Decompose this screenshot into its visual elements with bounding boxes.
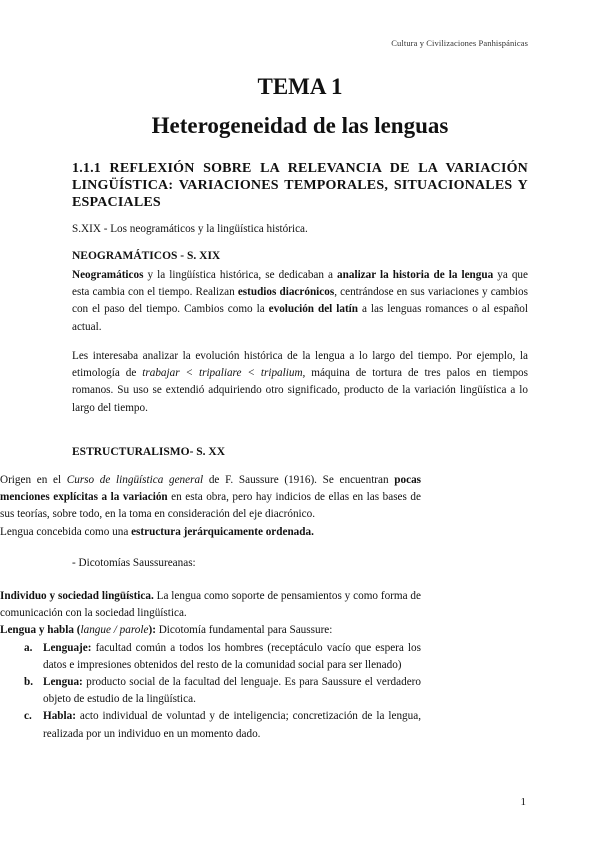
section-heading: 1.1.1 REFLEXIÓN SOBRE LA RELEVANCIA DE LA VARIACIÓN LINGÜÍSTICA: VARIACIONES TEMPORALES, SITUACIONALES Y ESPACIALES [72,161,528,210]
lengua-habla-sublist [0,640,421,743]
estructuralismo-list [0,472,421,541]
text-run: Lengua concebida como una [0,525,132,538]
letter-marker: a. [24,641,33,654]
text-run: máquina de tortura de tres palos en tiempos romanos. Su uso se extendió adquiriendo otro significado, producto de la variación lingüística a lo largo del tiempo. [72,367,528,414]
text-run: acto individual de voluntad y de inteligencia; concretización de la lengua, realizada por un individuo en un momento dado. [43,710,421,740]
page-title: Heterogeneidad de las lenguas [151,113,449,138]
italic-etymology: trabajar < tripaliare < tripalium, [142,367,306,380]
sublist-item [24,640,421,674]
list-item [0,622,421,742]
text-run: en esta obra, pero hay indicios de ellas en las bases de sus teorías, sobre todo, en la toma en consideración del eje diacrónico. [0,491,421,521]
text-run: , centrándose en sus variaciones y cambios con el paso del tiempo. Cambios como la [72,286,528,316]
text-run: Origen en el [0,474,67,486]
text-run: La lengua como soporte de pensamientos y como forma de comunicación con la sociedad lingüística. [0,590,421,620]
bold-term: ): [148,624,156,637]
letter-marker: b. [24,676,34,689]
italic-term: langue / parole [80,624,149,637]
list-item [0,588,421,622]
neogramaticos-heading: NEOGRAMÁTICOS - S. XIX [72,250,221,262]
text-run: ya que esta cambia con el tiempo. Realizan [72,269,528,299]
intro-line: S.XIX - Los neogramáticos y la lingüística histórica. [72,223,308,235]
bold-term: pocas menciones explícitas a la variación [0,474,422,504]
sublist-item [24,674,421,708]
running-header: Cultura y Civilizaciones Panhispánicas [391,38,528,48]
page-number: 1 [520,796,526,808]
text-run: y la lingüística histórica, se dedicaban a [143,269,338,281]
text-run: a las lenguas romances o al español actual. [72,303,528,333]
letter-marker: c. [24,710,32,723]
list-item [0,524,421,541]
estructuralismo-heading: ESTRUCTURALISMO- S. XX [72,446,226,458]
dicotomias-list [0,588,421,743]
bold-term: evolución del latín [268,303,358,316]
text-run: Les interesaba analizar la evolución histórica de la lengua a lo largo del tiempo. Por ejemplo, la etimología de [72,350,528,380]
text-run: facultad común a todos los hombres (receptáculo vacío que espera los datos e impresiones obtenidos del resto de la comunidad social para ser llenado) [43,641,421,671]
bold-term: estructura jerárquicamente ordenada. [131,525,314,538]
dicotomias-label: - Dicotomías Saussureanas: [72,557,196,569]
sublist-item [24,708,421,742]
neogramaticos-paragraph-1 [72,267,528,336]
bold-term: Individuo y sociedad lingüística. [0,590,154,602]
bold-term: Lengua: [43,676,83,689]
topic-number: TEMA 1 [257,74,343,99]
text-run: de F. Saussure (1916). Se encuentran [203,474,395,486]
bold-term: Neogramáticos [72,269,144,281]
text-run: producto social de la facultad del lenguaje. Es para Saussure el verdadero objeto de estudio de la lingüística. [43,676,421,706]
bold-term: Lenguaje: [43,641,92,654]
neogramaticos-paragraph-2 [72,348,528,417]
text-run: Dicotomía fundamental para Saussure: [155,624,333,637]
bold-term: Lengua y habla ( [0,624,81,637]
bold-term: estudios diacrónicos [237,286,335,299]
italic-title: Curso de lingüística general [66,474,204,486]
bold-term: Habla: [43,710,76,723]
list-item [0,472,421,524]
bold-term: analizar la historia de la lengua [337,269,494,281]
